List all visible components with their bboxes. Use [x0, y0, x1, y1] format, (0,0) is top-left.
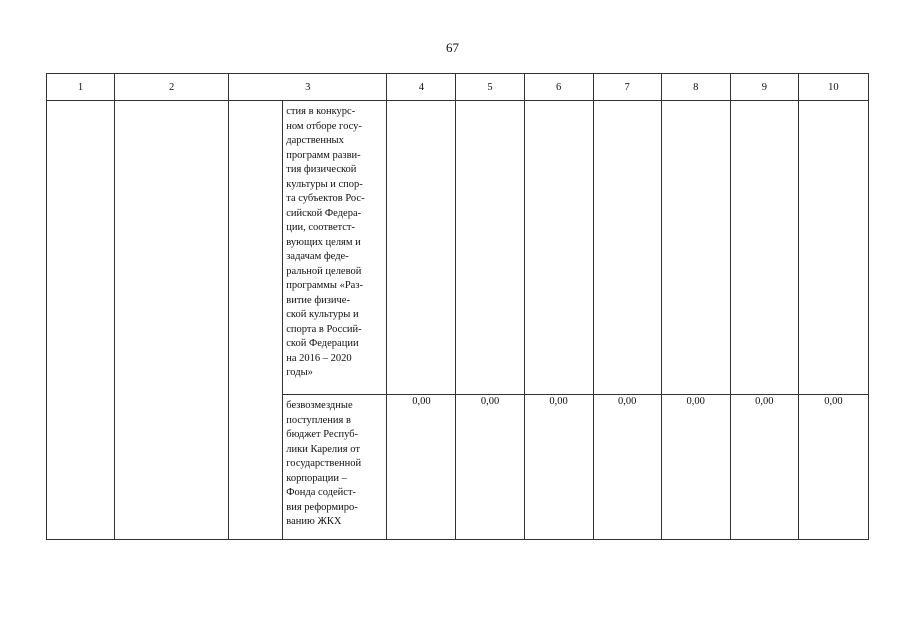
header-col-10: 10 [798, 74, 868, 101]
cell-value [524, 101, 593, 395]
cell-value: 0,00 [661, 395, 730, 540]
header-col-5: 5 [456, 74, 524, 101]
header-col-1: 1 [47, 74, 115, 101]
cell-value: 0,00 [798, 395, 868, 540]
description-text: стия в конкурс- ном отборе госу- дарственных программ разви- тия физической культуры и спор- та субъектов Рос- сийской Федера- ции, соответст- вующих целям и задачам феде- ральной целевой программы «Раз- витие физиче- ской культуры и спорта в Россий- ской Федерации на 2016 – 2020 годы» [286, 106, 365, 378]
cell-value: 0,00 [593, 395, 661, 540]
cell-description [283, 395, 387, 540]
cell-value [387, 101, 456, 395]
header-col-9: 9 [730, 74, 798, 101]
cell-col-2 [115, 101, 229, 540]
cell-value: 0,00 [524, 395, 593, 540]
page-number: 67 [446, 40, 459, 55]
header-col-2: 2 [115, 74, 229, 101]
cell-value: 0,00 [387, 395, 456, 540]
cell-value [456, 101, 524, 395]
cell-description [283, 101, 387, 395]
cell-value: 0,00 [456, 395, 524, 540]
header-col-4: 4 [387, 74, 456, 101]
table-row [47, 101, 869, 395]
cell-value [661, 101, 730, 395]
budget-table [46, 73, 869, 540]
header-col-6: 6 [524, 74, 593, 101]
cell-col-3-left [229, 101, 283, 540]
cell-value [593, 101, 661, 395]
header-col-3: 3 [229, 74, 387, 101]
cell-value: 0,00 [730, 395, 798, 540]
header-col-8: 8 [661, 74, 730, 101]
cell-col-1 [47, 101, 115, 540]
cell-value [798, 101, 868, 395]
description-text: безвозмездные поступления в бюджет Респуб- лики Карелия от государственной корпорации – Фонда содейст- вия реформиро- ванию ЖКХ [286, 400, 362, 527]
cell-value [730, 101, 798, 395]
header-row [47, 74, 869, 101]
header-col-7: 7 [593, 74, 661, 101]
